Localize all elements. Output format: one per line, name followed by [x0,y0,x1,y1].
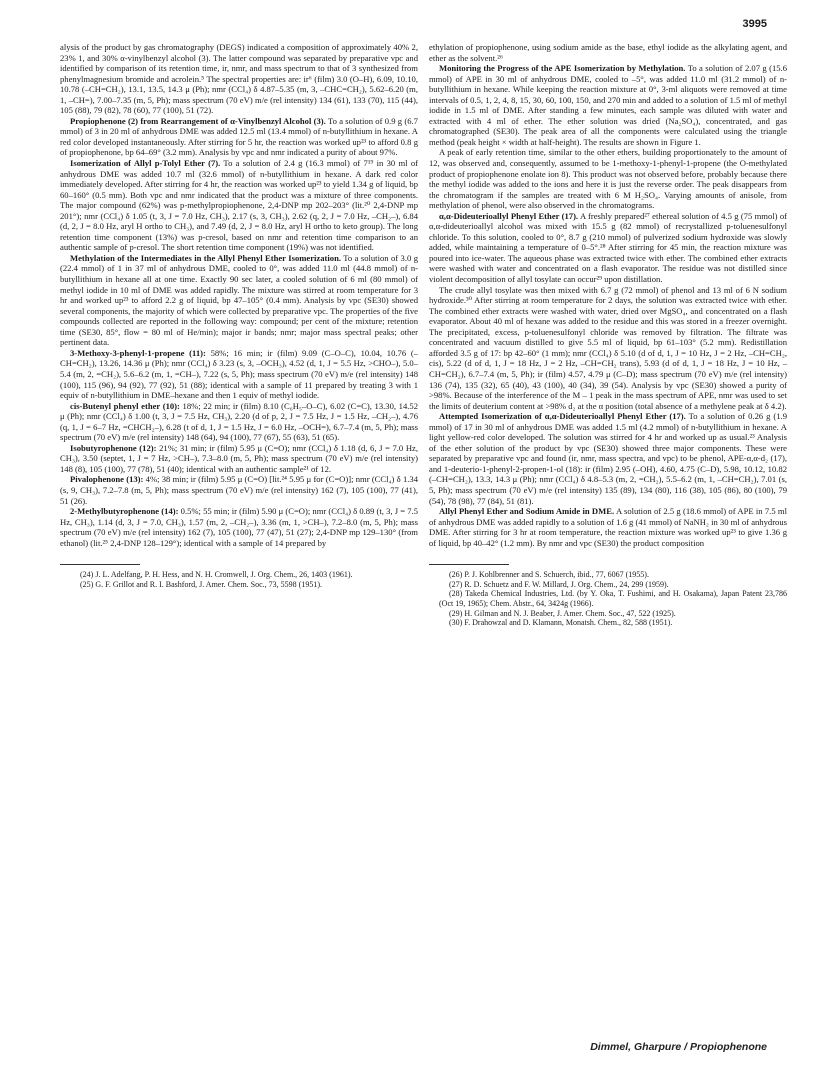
footnote: (30) F. Drahowzal and D. Klamann, Monatsh. Chem., 82, 588 (1951). [449,618,673,628]
left-footnotes [60,570,418,589]
section-text: The crude allyl tosylate was then mixed with 6.7 g (72 mmol) of phenol and 13 ml of 6 N sodium hydroxide.³⁰ After stirring at room temperature for 2 days, the solution was extracted twice with ether. The combined ether extracts were washed with water, dried over MgSO₄, and concentrated on a flash evaporator. About 40 ml of hexane was added to the residue and this was stored in a freezer overnight. The precipitated, excess, p-toluenesulfonyl chloride was removed by filtration. The filtrate was concentrated and vacuum distilled to give 5.5 ml of liquid, bp 61–103° (5.2 mm). Redistillation afforded 3.5 g of 17: bp 42–60° (1 mm); nmr (CCl₄) δ 5.10 (d of d, 1, J = 10 Hz, J = 2 Hz, –CH=CH₂, cis), 5.22 (d of d, 1, J = 18 Hz, J = 2 Hz, –CH=CH₂ trans), 5.93 (d of d, 1, J = 18 Hz, J = 10 Hz, –CH=CH₂), 6.7–7.4 (m, 5, Ph); ir (film) 4.57, 4.79 μ (C–D); mass spectrum (70 eV) m/e (rel intensity) 136 (74), 135 (32), 65 (40), 43 (100), 40 (34), 39 (54). Analysis by vpc (SE30) showed a purity of >98%. Because of the interference of the M – 1 peak in the mass spectrum of APE, nmr was used to set the limits of deuterium content at >98% d₂ at the α position (total absence of a methylene peak at δ 4.2). [429,284,787,411]
footnote-divider [429,564,509,565]
section-paragraph [429,285,787,412]
section-heading: Pivalophenone (13): [70,474,144,485]
section-text: To a solution of 3.0 g (22.4 mmol) of 1 in 37 ml of anhydrous DME, cooled to 0°, was added 11.0 ml (44.8 mmol) of n-butyllithium in hexane all at one time. Exactly 90 sec later, a cooled solution of 6 ml (80 mmol) of methyl iodide in 10 ml of DME was added rapidly. The mixture was stirred at room temperature for 3 hr and worked up²³ to afford 2.2 g of liquid, bp 47–105° (0.4 mm). Analysis by vpc (SE30) showed several components, the majority of which were collected by preparative vpc. The properties of the five compounds collected are reported in the following way: compound; per cent of the mixture; retention time (SE30, 85°, flow = 80 ml of He/min); major ir bands; nmr; major mass spectral peaks; other pertinent data. [60,252,418,348]
section-paragraph [60,474,418,506]
section-paragraph [429,211,787,285]
body-paragraph: ethylation of propiophenone, using sodium amide as the base, ethyl iodide as the alkylating agent, and ether as the solvent.²⁶ [429,42,787,63]
section-paragraph [429,411,787,506]
footnote: (27) R. D. Schuetz and F. W. Millard, J. Org. Chem., 24, 299 (1959). [449,579,669,589]
section-paragraph [60,116,418,158]
section-paragraph [429,147,787,210]
section-heading: 3-Methoxy-3-phenyl-1-propene (11): [70,347,206,358]
section-heading: Methylation of the Intermediates in the Allyl Phenyl Ether Isomerization. [70,252,341,263]
left-column [60,42,418,589]
section-heading: Propiophenone (2) from Rearrangement of α-Vinylbenzyl Alcohol (3). [70,115,326,126]
running-footer: Dimmel, Gharpure / Propiophenone [590,1041,767,1053]
right-sections [429,63,787,548]
section-text: 58%; 16 min; ir (film) 9.09 (C–O–C), 10.04, 10.76 (–CH=CH₂), 13.26, 14.36 μ (Ph); nmr (CCl₄) δ 3.23 (s, 3, –OCH₃), 4.52 (d, 1, J = 5.5 Hz, >CHO–), 5.0–5.4 (m, 2, =CH₂), 5.6–6.2 (m, 1, =CH–), 7.22 (s, 5, Ph); mass spectrum (70 eV) m/e (rel intensity) 148 (100), 115 (96), 94 (92), 77 (92), 51 (88); identical with a sample of 11 prepared by treating 3 with 1 equiv of n-butyllithium in DME–hexane and then 1 equiv of methyl iodide. [60,347,418,401]
section-paragraph [60,253,418,348]
section-paragraph [60,443,418,475]
footnote: (24) J. L. Adelfang, P. H. Hess, and N. H. Cromwell, J. Org. Chem., 26, 1403 (1961). [80,570,353,580]
section-text: 4%; 38 min; ir (film) 5.95 μ (C=O) [lit.²⁴ 5.95 μ for (C=O)]; nmr (CCl₄) δ 1.34 (s, 9, CH₃), 7.2–7.8 (m, 5, Ph); mass spectrum (70 eV) m/e (rel intensity) 162 (7), 105 (100), 77 (41), 51 (26). [60,474,418,506]
page-number: 3995 [742,18,767,30]
section-text: A solution of 2.5 g (18.6 mmol) of APE in 7.5 ml of anhydrous DME was added rapidly to a solution of 1.6 g (41 mmol) of NaNH₂ in 30 ml of anhydrous DME. After stirring for 3 hr at room temperature, the reaction mixture was worked up²³ to give 1.36 g of liquid, bp 40–42° (1.2 mm). By nmr and vpc (SE30) the product composition [429,506,787,548]
left-sections [60,116,418,548]
section-text: To a solution of 2.4 g (16.3 mmol) of 7¹⁹ in 30 ml of anhydrous DME was added 10.7 ml (32.6 mmol) of n-butyllithium in hexane. A dark red color immediately developed. After stirring for 4 hr, the reaction was worked up²³ to yield 1.34 g of liquid, bp 60–160° (0.5 mm). Both vpc and nmr indicated that the product was a mixture of three components. The major compound (62%) was p-methylpropiophenone, 2,4-DNP mp 202–203° (lit.²⁰ 2,4-DNP mp 201°); nmr (CCl₄) δ 1.05 (t, 3, J = 7.0 Hz, CH₃), 2.17 (s, 3, CH₃), 2.62 (q, 2, J = 7.0 Hz, –CH₂–), 6.84 (d, 2, J = 8.0 Hz, aryl H ortho to CH₃), and 7.49 (d, 2, J = 8.0 Hz, aryl H ortho to keto group). The long retention time component (13%) was p-cresol, based on nmr and retention time comparison to an authentic sample of p-cresol. The short retention time component (19%) was not identified. [60,158,418,253]
section-paragraph [60,348,418,401]
body-paragraph: alysis of the product by gas chromatography (DEGS) indicated a composition of approximately 40% 2, 23% 1, and 30% α-vinylbenzyl alcohol (3). The latter compound was separated by preparative vpc and identified by comparison of its retention time, ir, nmr, and mass spectrum to that of 3 synthesized from phenylmagnesium bromide and acrolein.⁵ The spectral properties are: ir⁶ (film) 3.0 (O–H), 6.09, 10.10, 10.78 (–CH=CH₂), 13.1, 13.5, 14.3 μ (Ph); nmr (CCl₄) δ 4.87–5.35 (m, 3, –CHC=CH₂), 5.62–6.20 (m, 1, –CH=), 7.00–7.35 (m, 5, Ph); mass spectrum (70 eV) m/e (rel intensity) 134 (61), 133 (70), 115 (44), 105 (88), 79 (82), 78 (60), 77 (100), 51 (72). [60,42,418,116]
section-heading: Isobutyrophenone (12): [70,442,157,453]
section-text: To a solution of 0.26 g (1.9 mmol) of 17 in 30 ml of anhydrous DME was added 1.5 ml (4.2 mmol) of n-butyllithium in hexane. A light yellow-red color developed. The solution was stirred for 4 hr and worked up as usual.²³ Analysis of the ether solution of the product by vpc (SE30) showed three major components. These were separated by preparative vpc and found (ir, nmr, mass spectra, and vpc) to be phenol, APE-α,α-d₂ (17), and 1-deuterio-1-phenyl-2-propen-1-ol (18): ir (film) 2.95 (–OH), 4.60, 4.75 (C–D), 5.98, 10.12, 10.82 (–CH=CH₂), 13.3, 14.3 μ (Ph); nmr (CCl₄) δ 4.8–5.3 (m, 2, =CH₂), 5.5–6.2 (m, 1, –CH=CH₂), 7.01 (s, 5, Ph); mass spectrum (70 eV) m/e (rel intensity) 135 (89), 134 (80), 116 (38), 105 (86), 80 (100), 79 (54), 78 (98), 77 (84), 51 (81). [429,411,787,506]
section-heading: Monitoring the Progress of the APE Isomerization by Methylation. [439,63,686,74]
section-text: 18%; 22 min; ir (film) 8.10 (C₆H₅–O–C), 6.02 (C=C), 13.30, 14.52 μ (Ph); nmr (CCl₄) δ 1.00 (t, 3, J = 7.5 Hz, CH₃), 2.20 (d of p, 2, J = 7.5 Hz, J = 1.5 Hz, –CH₂–), 4.76 (q, 1, J = 6–7 Hz, =CHCH₂–), 6.28 (t of d, 1, J = 1.5 Hz, J = 6.0 Hz, –OCH=), 6.7–7.4 (m, 5, Ph); mass spectrum (70 eV) m/e (rel intensity) 148 (64), 94 (100), 77 (67), 55 (63), 51 (65). [60,400,419,443]
section-paragraph [60,506,418,548]
footnote-divider [60,564,140,565]
footnote: (26) P. J. Kohlbrenner and S. Schuerch, ibid., 77, 6067 (1955). [449,570,649,580]
section-heading: 2-Methylbutyrophenone (14): [70,506,179,517]
section-heading: Attempted Isomerization of α,α-Dideuterioallyl Phenyl Ether (17). [439,411,686,422]
section-text: To a solution of 0.9 g (6.7 mmol) of 3 in 20 ml of anhydrous DME was added 12.5 ml (13.4 mmol) of n-butyllithium in hexane. A red color developed instantaneously. After stirring for 5 hr, the reaction was worked up²³ to afford 0.8 g of propiophenone, bp 64–69° (3.2 mm). Analysis by vpc and nmr indicated a purity of about 97%. [60,115,418,158]
section-paragraph [429,63,787,147]
section-heading: cis-Butenyl phenyl ether (10): [70,400,180,411]
section-text: To a solution of 2.07 g (15.6 mmol) of APE in 30 ml of anhydrous DME, cooled to –5°, was added 11.0 ml (31.2 mmol) of n-butyllithium in hexane. While keeping the reaction mixture at 0°, 3-ml aliquots were removed at time intervals of 0.5, 1, 2, 4, 8, 15, 30, 60, 100, 150, and 270 min and added to a solution of 1.5 ml of methyl iodide in 1.5 ml of DME. After standing a few minutes, each sample was diluted with water and extracted with 4 ml of ether. The ether solution was dried (Na₂SO₄), concentrated, and gas chromatographed (SE30). The peak area of all the components were calculated using the triangle method (peak height × width at half-height). The results are shown in Figure 1. [429,63,788,147]
section-heading: Allyl Phenyl Ether and Sodium Amide in DME. [439,506,615,517]
section-paragraph [429,506,787,548]
footnote: (28) Takeda Chemical Industries, Ltd. (by Y. Oka, T. Fushimi, and H. Osakama), Japan Patent 23,786 (Oct 19, 1965); Chem. Abstr., 64, 3424g (1966). [439,589,787,609]
section-heading: α,α-Dideuterioallyl Phenyl Ether (17). [439,210,579,221]
section-paragraph [60,401,418,443]
footnote: (29) H. Gilman and N. J. Beaber, J. Amer. Chem. Soc., 47, 522 (1925). [449,608,676,618]
footnote: (25) G. F. Grillot and R. I. Bashford, J. Amer. Chem. Soc., 73, 5598 (1951). [80,579,323,589]
section-text: A peak of early retention time, similar to the other ethers, building proportionately to the amount of 12, was observed and, consequently, assumed to be 1-methoxy-1-phenyl-1-propene (the O-methylated product of propiophenone enolate ion 8). This product was not observed before, probably because there the methyl iodide was added to the ions and here it is just the reverse order. The peak disappears from the chromatogram if the samples are treated with 6 M H₂SO₄. Varying amounts of anisole, from methylation of phenol, were also observed in the chromatograms. [429,147,787,211]
section-paragraph [60,158,418,253]
right-footnotes [429,570,787,628]
section-text: 0.5%; 55 min; ir (film) 5.90 μ (C=O); nmr (CCl₄) δ 0.89 (t, 3, J = 7.5 Hz, CH₃), 1.14 (d, 3, J = 7.0, CH₃), 1.57 (m, 2, –CH₂–), 3.36 (m, 1, >CH–), 7.2–8.0 (m, 5, Ph); mass spectrum (70 eV) m/e (rel intensity) 162 (7), 105 (100), 77 (47), 51 (27); 2,4-DNP mp 129–130° (from ethanol) (lit.²⁵ 2,4-DNP 128–129°); identical with a sample of 14 prepared by [60,506,418,548]
right-column [429,42,787,628]
section-heading: Isomerization of Allyl p-Tolyl Ether (7). [70,158,221,169]
section-text: A freshly prepared²⁷ ethereal solution of 4.5 g (75 mmol) of α,α-dideuterioallyl alcohol was mixed with 15.5 g (82 mmol) of recrystallized p-toluenesulfonyl chloride. To this solution, cooled to 0°, 8.7 g (210 mmol) of pulverized sodium hydroxide was slowly added, while maintaining a temperature of 0–5°.²⁸ After stirring for 45 min, the reaction mixture was poured into ice-water. The aqueous phase was extracted twice with ether. The combined ether extracts were washed with water and concentrated on a flash evaporator. The residue was not distilled since violent decomposition of allyl tosylate can occur²⁹ upon distillation. [429,210,787,285]
section-text: 21%; 31 min; ir (film) 5.95 μ (C=O); nmr (CCl₄) δ 1.18 (d, 6, J = 7.0 Hz, CH₃), 3.50 (septet, 1, J = 7 Hz, >CH–), 7.3–8.0 (m, 5, Ph); mass spectrum (70 eV) m/e (rel intensity) 148 (8), 105 (100), 77 (78), 51 (40); identical with an authentic sample²¹ of 12. [60,442,418,474]
